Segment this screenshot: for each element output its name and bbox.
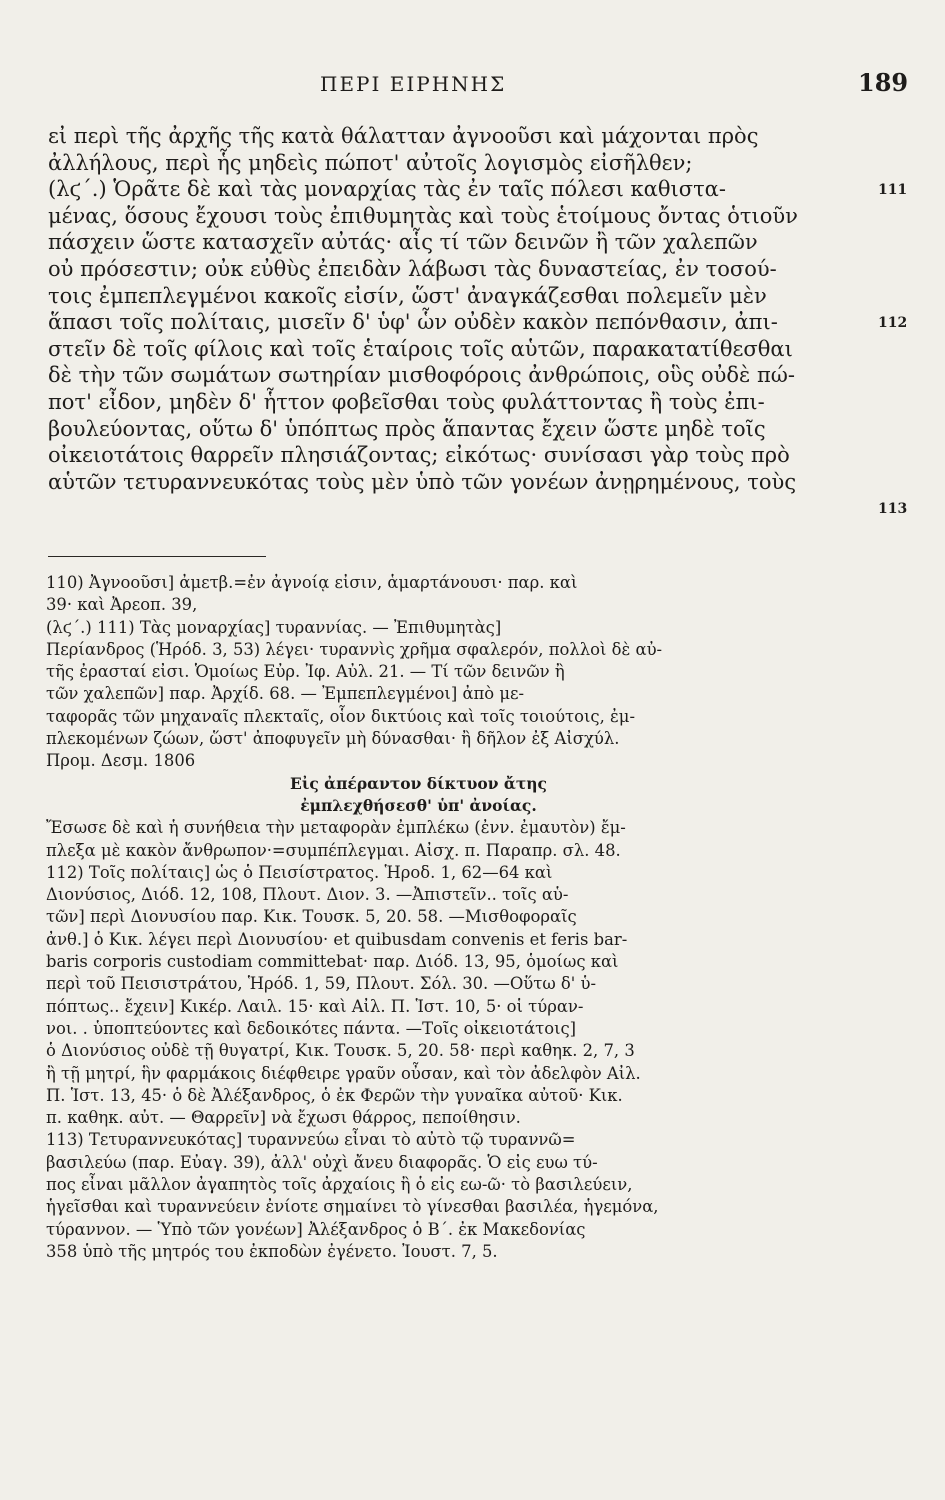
main-text xyxy=(48,123,798,495)
main-line: οὐ πρόσεστιν; οὐκ εὐθὺς ἐπειδὰν λάβωσι τὰς δυναστείας, ἐν τοσού- xyxy=(48,256,777,281)
note-line: Π. Ἱστ. 13, 45· ὁ δὲ Ἀλέξανδρος, ὁ ἐκ Φερῶν τὴν γυναῖκα αὐτοῦ· Κικ. xyxy=(46,1085,623,1105)
note-line: πλεξα μὲ κακὸν ἄνθρωπον·=συμπέπλεγμαι. Αἰσχ. π. Παραπρ. σλ. 48. xyxy=(46,840,621,860)
note-line: Ἔσωσε δὲ καὶ ἡ συνήθεια τὴν μεταφορὰν ἐμπλέκω (ἐνν. ἐμαυτὸν) ἔμ- xyxy=(46,818,626,838)
note-line: ἀνθ.] ὁ Κικ. λέγει περὶ Διονυσίου· et quibusdam convenis et feris bar- xyxy=(46,929,628,949)
footnote-divider xyxy=(48,556,266,557)
note-line: πόπτως.. ἔχειν] Κικέρ. Λαιλ. 15· καὶ Αἰλ. Π. Ἱστ. 10, 5· οἱ τύραν- xyxy=(46,996,584,1016)
main-line: (λϛ΄.) Ὁρᾶτε δὲ καὶ τὰς μοναρχίας τὰς ἐν ταῖς πόλεσι καθιστα- xyxy=(48,177,726,202)
note-line: ἢ τῇ μητρί, ἣν φαρμάκοις διέφθειρε γραῦν οὖσαν, καὶ τὸν ἀδελφὸν Αἰλ. xyxy=(46,1063,641,1083)
main-line: εἰ περὶ τῆς ἀρχῆς τῆς κατὰ θάλατταν ἀγνοοῦσι καὶ μάχονται πρὸς xyxy=(48,124,759,148)
note-line: πος εἶναι μᾶλλον ἀγαπητὸς τοῖς ἀρχαίοις ἢ ὁ εἰς εω-ῶ· τὸ βασιλεύειν, xyxy=(46,1175,633,1195)
note-line: τῶν] περὶ Διονυσίου παρ. Κικ. Τουσκ. 5, 20. 58. —Μισθοφοραῖς xyxy=(46,907,577,927)
page-header xyxy=(0,66,945,100)
main-line: πάσχειν ὥστε κατασχεῖν αὐτάς· αἷς τί τῶν δεινῶν ἢ τῶν χαλεπῶν xyxy=(48,230,758,255)
main-line: στεῖν δὲ τοῖς φίλοις καὶ τοῖς ἑταίροις τοῖς αὑτῶν, παρακατατίθεσθαι xyxy=(48,336,793,361)
note-line: ἡγεῖσθαι καὶ τυραννεύειν ἐνίοτε σημαίνει τὸ γίνεσθαι βασιλέα, ἡγεμόνα, xyxy=(46,1197,659,1217)
main-line: δὲ τὴν τῶν σωμάτων σωτηρίαν μισθοφόροις ἀνθρώποις, οὓς οὐδὲ πώ- xyxy=(48,363,795,388)
note-line: ὁ Διονύσιος οὐδὲ τῇ θυγατρί, Κικ. Τουσκ. 5, 20. 58· περὶ καθηκ. 2, 7, 3 xyxy=(46,1041,635,1061)
main-line: ἀλλήλους, περὶ ἧς μηδεὶς πώποτ' αὐτοῖς λογισμὸς εἰσῆλθεν; xyxy=(48,150,693,175)
note-line: τῆς ἐρασταί εἰσι. Ὁμοίως Εὐρ. Ἰφ. Αὐλ. 21. — Τί τῶν δεινῶν ἢ xyxy=(46,662,565,682)
note-line: 110) Ἀγνοοῦσι] ἀμετβ.=ἐν ἀγνοίᾳ εἰσιν, ἁμαρτάνουσι· παρ. καὶ xyxy=(46,573,578,592)
note-line: (λϛ΄.) 111) Τὰς μοναρχίας] τυραννίας. — Ἐπιθυμητὰς] xyxy=(46,617,502,637)
main-line: τοις ἐμπεπλεγμένοι κακοῖς εἰσίν, ὥστ' ἀναγκάζεσθαι πολεμεῖν μὲν xyxy=(48,283,767,308)
note-line: baris corporis custodiam committebat· παρ. Διόδ. 13, 95, ὁμοίως καὶ xyxy=(46,952,619,972)
margin-number-112: 112 xyxy=(878,315,908,331)
note-line: Διονύσιος, Διόδ. 12, 108, Πλουτ. Διον. 3. —Ἀπιστεῖν.. τοῖς αὑ- xyxy=(46,885,569,905)
running-title: ΠΕΡΙ ΕΙΡΗΝΗΣ xyxy=(320,72,507,96)
note-line: περὶ τοῦ Πεισιστράτου, Ἡρόδ. 1, 59, Πλουτ. Σόλ. 30. —Οὕτω δ' ὑ- xyxy=(46,974,596,994)
note-line: τύραννον. — Ὑπὸ τῶν γονέων] Ἀλέξανδρος ὁ Β΄. ἐκ Μακεδονίας xyxy=(46,1219,586,1239)
note-line: 112) Τοῖς πολίταις] ὡς ὁ Πεισίστρατος. Ἡροδ. 1, 62—64 καὶ xyxy=(46,862,553,882)
main-line: ποτ' εἶδον, μηδὲν δ' ἧττον φοβεῖσθαι τοὺς φυλάττοντας ἢ τοὺς ἐπι- xyxy=(48,389,765,414)
note-line: Περίανδρος (Ἡρόδ. 3, 53) λέγει· τυραννὶς χρῆμα σφαλερόν, πολλοὶ δὲ αὐ- xyxy=(46,639,663,659)
note-line: νοι. . ὑποπτεύοντες καὶ δεδοικότες πάντα. —Τοῖς οἰκειοτάτοις] xyxy=(46,1018,577,1038)
note-line: 39· καὶ Ἀρεοπ. 39, xyxy=(46,595,198,615)
main-line: αὑτῶν τετυραννευκότας τοὺς μὲν ὑπὸ τῶν γονέων ἀνῃρημένους, τοὺς xyxy=(48,469,797,494)
note-line: βασιλεύω (παρ. Εὐαγ. 39), ἀλλ' οὐχὶ ἄνευ διαφορᾶς. Ὁ εἰς ευω τύ- xyxy=(46,1152,598,1172)
commentary-notes xyxy=(46,572,791,1263)
main-line: βουλεύοντας, οὕτω δ' ὑπόπτως πρὸς ἅπαντας ἔχειν ὥστε μηδὲ τοῖς xyxy=(48,416,766,441)
page-number: 189 xyxy=(858,68,909,97)
main-line: μένας, ὅσους ἔχουσι τοὺς ἐπιθυμητὰς καὶ τοὺς ἑτοίμους ὄντας ὁτιοῦν xyxy=(48,203,798,228)
note-line: ταφορᾶς τῶν μηχαναῖς πλεκταῖς, οἷον δικτύοις καὶ τοῖς τοιούτοις, ἐμ- xyxy=(46,706,635,726)
margin-number-113: 113 xyxy=(878,501,908,517)
note-line: 113) Τετυραννευκότας] τυραννεύω εἶναι τὸ αὐτὸ τῷ τυραννῶ= xyxy=(46,1130,576,1150)
note-line: πλεκομένων ζώων, ὥστ' ἀποφυγεῖν μὴ δύνασθαι· ἢ δῆλον ἐξ Αἰσχύλ. xyxy=(46,729,620,749)
main-line: ἅπασι τοῖς πολίταις, μισεῖν δ' ὑφ' ὧν οὐδὲν κακὸν πεπόνθασιν, ἀπι- xyxy=(48,310,778,335)
note-line: 358 ὑπὸ τῆς μητρός του ἐκποδὼν ἐγένετο. Ἰουστ. 7, 5. xyxy=(46,1241,498,1261)
margin-number-111: 111 xyxy=(878,182,908,198)
verse-quote-line: ἐμπλεχθήσεσθ' ὑπ' ἀνοίας. xyxy=(300,795,537,815)
note-line: Προμ. Δεσμ. 1806 xyxy=(46,751,196,771)
verse-quote-line: Εἰς ἀπέραντον δίκτυον ἄτης xyxy=(290,773,547,793)
note-line: τῶν χαλεπῶν] παρ. Ἀρχίδ. 68. — Ἐμπεπλεγμένοι] ἀπὸ με- xyxy=(46,684,525,704)
main-line: οἰκειοτάτοις θαρρεῖν πλησιάζοντας; εἰκότως· συνίσασι γὰρ τοὺς πρὸ xyxy=(48,443,790,468)
note-line: π. καθηκ. αὐτ. — Θαρρεῖν] νὰ ἔχωσι θάρρος, πεποίθησιν. xyxy=(46,1108,521,1128)
